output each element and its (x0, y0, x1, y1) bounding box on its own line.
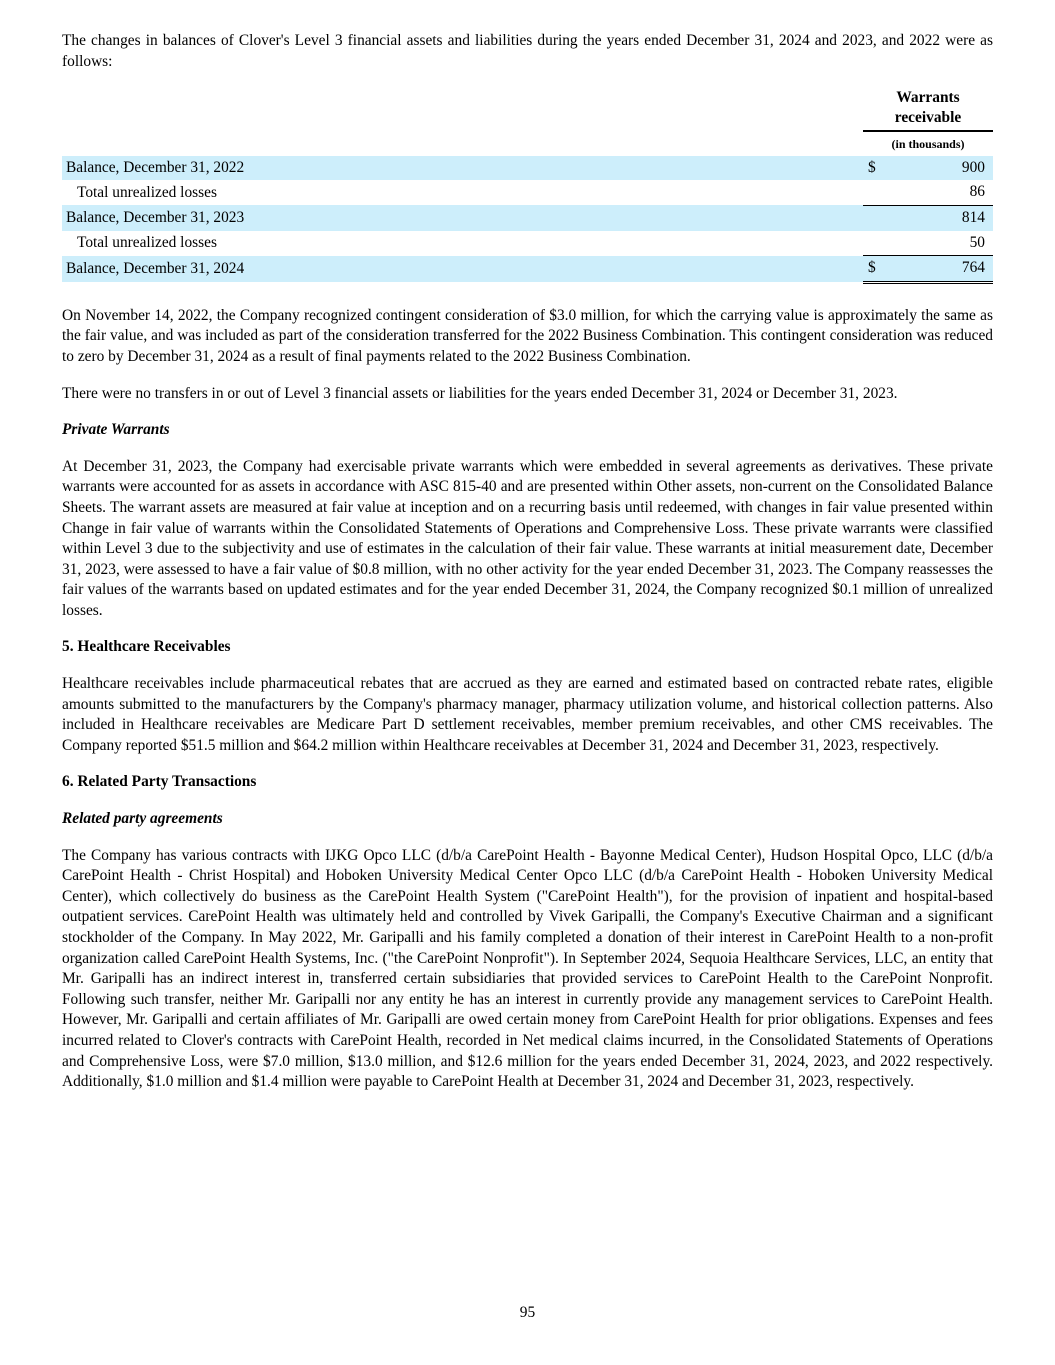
row-label: Total unrealized losses (77, 183, 217, 201)
level3-rollforward-table (62, 88, 993, 284)
document-page (62, 31, 993, 1109)
related-party-heading: 6. Related Party Transactions (62, 773, 257, 791)
related-party-paragraph: The Company has various contracts with IJKG Opco LLC (d/b/a CarePoint Health - Bayonne Medical Center), Hudson Hospital Opco, LLC (d/b/a CarePoint Health - Christ Hospital) and Hoboken University Medical Center Opco LLC (d/b/a CarePoint Health - Hoboken University Medical Center), which collectively do business as the CarePoint Health System ("CarePoint Health"), for the provision of inpatient and hospital-based outpatient services. CarePoint Health was ultimately held and controlled by Vivek Garipalli, the Company's Executive Chairman and a significant stockholder of the Company. In May 2022, Mr. Garipalli and his family completed a donation of their interest in CarePoint Health to a non-profit organization called CarePoint Health Systems, Inc. ("the CarePoint Nonprofit"). In September 2024, Sequoia Healthcare Services, LLC, an entity that Mr. Garipalli has an indirect interest in, transferred certain subsidiaries that provided services to CarePoint Health to the CarePoint Nonprofit. Following such transfer, neither Mr. Garipalli nor any entity he has an interest in currently provide any management services to CarePoint Health. However, Mr. Garipalli and certain affiliates of Mr. Garipalli are owed certain money from CarePoint Health for prior obligations. Expenses and fees incurred related to Clover's contracts with CarePoint Health, recorded in Net medical claims incurred, in the Consolidated Statements of Operations and Comprehensive Loss, were $7.0 million, $13.0 million, and $12.6 million for the years ended December 31, 2024, 2023, and 2022 respectively. Additionally, $1.0 million and $1.4 million were payable to CarePoint Health at December 31, 2024 and December 31, 2023, respectively. (62, 846, 993, 1091)
row-label: Balance, December 31, 2023 (62, 205, 862, 230)
table-header-row (62, 88, 993, 131)
table-row (62, 231, 993, 256)
currency-symbol: $ (868, 158, 876, 176)
table-row (62, 205, 993, 230)
row-value: 900 (961, 158, 985, 176)
units-label: (in thousands) (891, 136, 965, 151)
private-warrants-heading: Private Warrants (62, 421, 170, 439)
page-number: 95 (519, 1304, 536, 1321)
level3-transfers-paragraph: There were no transfers in or out of Level 3 financial assets or liabilities for the years ended December 31, 2024 or December 31, 2023. (62, 384, 898, 402)
row-label: Balance, December 31, 2022 (62, 156, 862, 181)
row-value: 814 (961, 208, 985, 226)
healthcare-receivables-heading: 5. Healthcare Receivables (62, 638, 231, 656)
column-header: Warrants receivable (863, 88, 993, 131)
row-label: Total unrealized losses (77, 233, 217, 251)
healthcare-receivables-paragraph: Healthcare receivables include pharmaceutical rebates that are accrued as they are earned and estimated based on contracted rebate rates, eligible amounts submitted to the manufacturers by the Company's pharmacy manager, pharmacy utilization volume, and historical collection patterns. Also included in Healthcare receivables are Medicare Part D settlement receivables, member premium receivables, and other CMS receivables. The Company reported $51.5 million and $64.2 million within Healthcare receivables at December 31, 2024 and December 31, 2023, respectively. (62, 675, 993, 754)
row-value: 86 (969, 183, 985, 201)
private-warrants-paragraph: At December 31, 2023, the Company had exercisable private warrants which were embedded in several agreements as derivatives. These private warrants were accounted for as assets in accordance with ASC 815-40 and are presented within Other assets, non-current on the Consolidated Balance Sheets. The warrant assets are measured at fair value at inception and on a recurring basis until redeemed, with changes in fair value presented within Change in fair value of warrants within the Consolidated Statements of Operations and Comprehensive Loss. These private warrants were classified within Level 3 due to the subjectivity and use of estimates in the calculation of their fair value. These warrants at initial measurement date, December 31, 2023, were assessed to have a fair value of $0.8 million, with no other activity for the year ended December 31, 2023. The Company reassesses the fair values of the warrants based on updated estimates and for the year ended December 31, 2024, the Company recognized $0.1 million of unrealized losses. (62, 457, 993, 619)
row-value: 50 (969, 233, 985, 251)
row-value: 764 (961, 259, 985, 277)
table-row (62, 156, 993, 181)
related-party-subheading: Related party agreements (62, 810, 223, 828)
contingent-consideration-paragraph: On November 14, 2022, the Company recognized contingent consideration of $3.0 million, for which the carrying value is approximately the same as the fair value, and was included as part of the consideration transferred for the 2022 Business Combination. This contingent consideration was reduced to zero by December 31, 2024 as a result of final payments related to the 2022 Business Combination. (62, 306, 993, 365)
currency-symbol: $ (868, 259, 876, 277)
table-row (62, 256, 993, 283)
table-row (62, 180, 993, 205)
row-label: Balance, December 31, 2024 (62, 256, 862, 283)
table-units-row (62, 131, 993, 156)
intro-paragraph: The changes in balances of Clover's Level 3 financial assets and liabilities during the years ended December 31, 2024 and 2023, and 2022 were as follows: (62, 32, 993, 70)
